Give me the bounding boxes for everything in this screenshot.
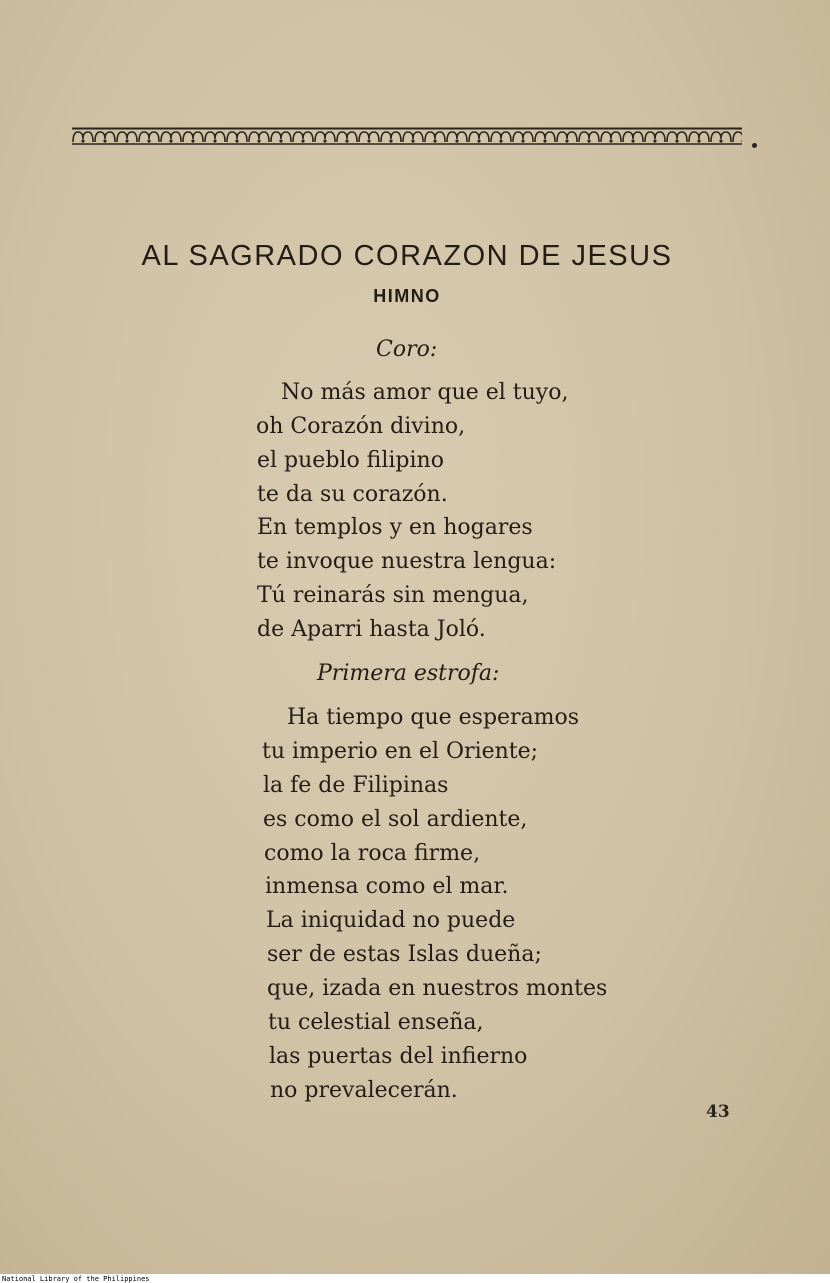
verse-line: de Aparri hasta Joló. <box>257 617 486 642</box>
verse-line: Ha tiempo que esperamos <box>287 705 580 730</box>
page-title: AL SAGRADO CORAZON DE JESUS <box>141 240 673 272</box>
library-footer: National Library of the Philippines <box>2 1275 150 1283</box>
section-label-primera-estrofa: Primera estrofa: <box>317 661 500 686</box>
verse-line: no prevalecerán. <box>270 1078 458 1103</box>
page-subtitle: HIMNO <box>373 286 441 306</box>
verse-line: te invoque nuestra lengua: <box>257 549 557 574</box>
verse-line: te da su corazón. <box>257 482 448 507</box>
page-number: 43 <box>706 1102 730 1122</box>
verse-line: el pueblo filipino <box>257 448 444 473</box>
verse-line: las puertas del infierno <box>269 1044 528 1069</box>
verse-line: Tú reinarás sin mengua, <box>257 583 529 608</box>
verse-line: oh Corazón divino, <box>256 414 466 439</box>
verse-line: inmensa como el mar. <box>265 874 509 899</box>
verse-line: tu imperio en el Oriente; <box>262 739 539 764</box>
verse-line: la fe de Filipinas <box>263 773 449 798</box>
verse-line: tu celestial enseña, <box>268 1010 484 1035</box>
verse-line: No más amor que el tuyo, <box>281 380 569 405</box>
verse-line: En templos y en hogares <box>257 515 533 540</box>
verse-line: La iniquidad no puede <box>266 908 516 933</box>
verse-line: que, izada en nuestros montes <box>267 976 608 1001</box>
ornament-dot <box>752 143 757 148</box>
section-label-coro: Coro: <box>376 337 438 362</box>
verse-line: ser de estas Islas dueña; <box>267 942 542 967</box>
verse-line: como la roca firme, <box>264 841 481 866</box>
verse-line: es como el sol ardiente, <box>263 807 528 832</box>
ornamental-border <box>72 127 742 147</box>
